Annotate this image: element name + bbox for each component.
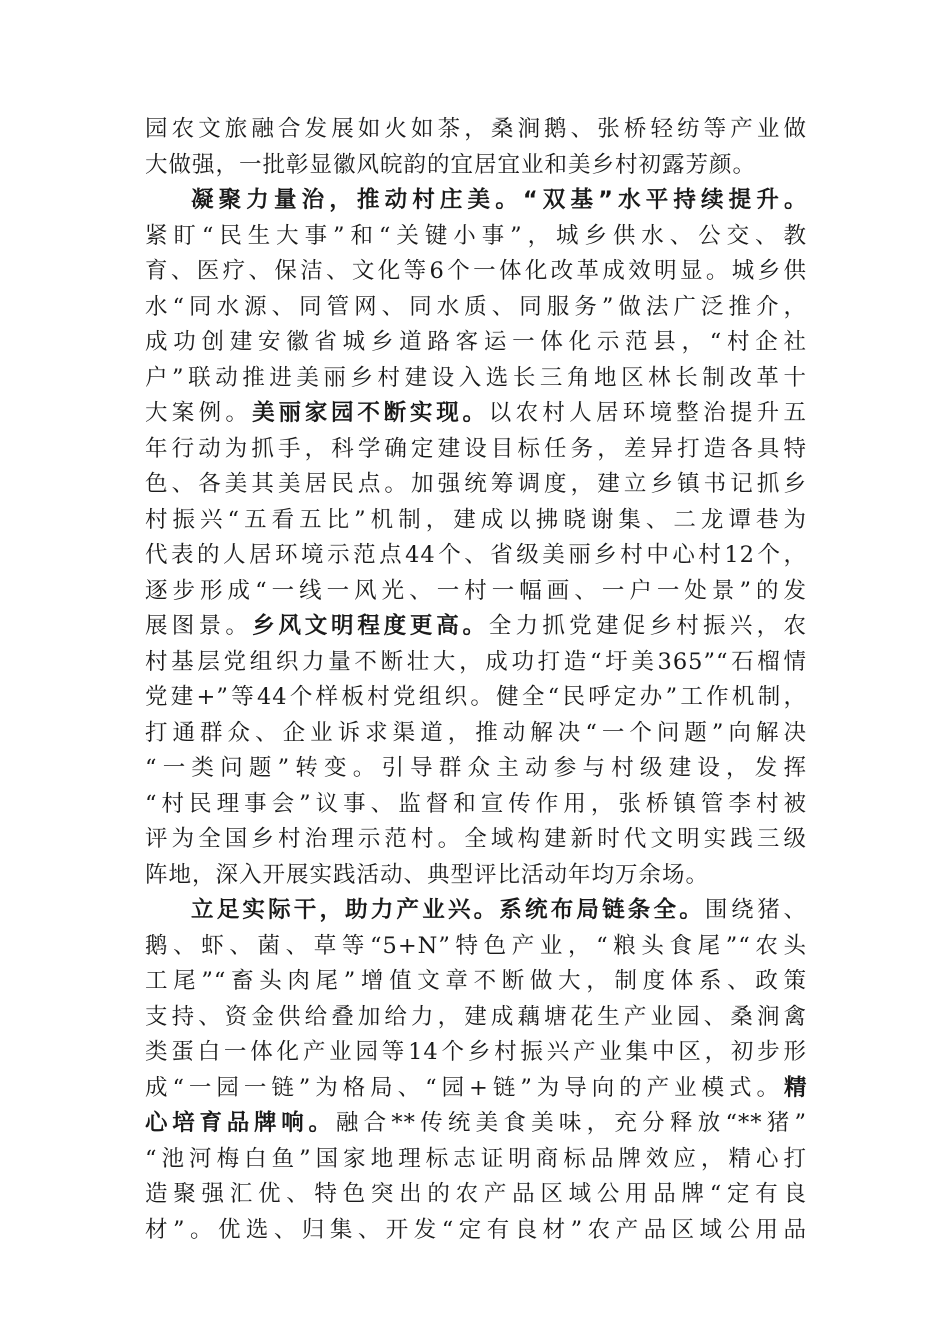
text-line: [145, 1177, 807, 1213]
line-text: 大案例。: [145, 400, 253, 426]
text-line: [145, 361, 807, 397]
document-page: [145, 112, 807, 1248]
line-text: 鹅、虾、菌、草等“5+N”特色产业，“粮头食尾”“农头: [145, 932, 807, 959]
line-text: 村基层党组织力量不断壮大，成功打造“圩美365”“石榴情: [145, 648, 807, 675]
line-text: 村振兴“五看五比”机制，建成以拂晓谢集、二龙谭巷为: [145, 506, 807, 533]
line-text: 紧盯“民生大事”和“关键小事”，城乡供水、公交、教: [145, 222, 807, 249]
text-line: [145, 574, 807, 610]
line-text: 水“同水源、同管网、同水质、同服务”做法广泛推介，: [145, 293, 807, 320]
text-line: [145, 716, 807, 752]
text-line: [145, 787, 807, 823]
text-line: [145, 858, 807, 894]
line-text: “村民理事会”议事、监督和宣传作用，张桥镇管李村被: [145, 790, 807, 817]
line-text: 阵地，深入开展实践活动、典型评比活动年均万余场。: [145, 861, 710, 888]
line-text: 成功创建安徽省城乡道路客运一体化示范县，“村企社: [145, 329, 807, 355]
line-text: 色、各美其美居民点。加强统筹调度，建立乡镇书记抓乡: [145, 471, 807, 497]
text-line: [145, 112, 807, 148]
text-line: [145, 1106, 807, 1142]
text-line: [145, 396, 807, 432]
text-line: [145, 822, 807, 858]
line-text: 成“一园一链”为格局、“园+链”为导向的产业模式。: [145, 1074, 784, 1101]
line-text: 打通群众、企业诉求渠道，推动解决“一个问题”向解决: [145, 719, 807, 746]
text-line: [145, 503, 807, 539]
text-line: [145, 1142, 807, 1178]
line-text: 支持、资金供给叠加给力，建成藕塘花生产业园、桑涧禽: [145, 1003, 807, 1030]
text-line: [145, 645, 807, 681]
line-text: 大做强，一批彰显徽风皖韵的宜居宜业和美乡村初露芳颜。: [145, 151, 757, 178]
text-line: [145, 1071, 807, 1107]
line-text: 类蛋白一体化产业园等14个乡村振兴产业集中区，初步形: [145, 1039, 807, 1065]
text-line: [145, 290, 807, 326]
text-line: [145, 254, 807, 290]
bold-heading: 美丽家园不断实现。: [252, 400, 489, 426]
text-line: [145, 1035, 807, 1071]
line-text: 全力抓党建促乡村振兴，农: [488, 613, 807, 639]
bold-heading: 凝聚力量治，推动村庄美。“双基”水平持续提升。: [191, 187, 807, 213]
text-line: [145, 325, 807, 361]
line-text: 评为全国乡村治理示范村。全域构建新时代文明实践三级: [145, 826, 807, 852]
line-text: 育、医疗、保洁、文化等6个一体化改革成效明显。城乡供: [145, 258, 807, 284]
line-text: 户”联动推进美丽乡村建设入选长三角地区林长制改革十: [145, 364, 807, 391]
text-line: [145, 148, 807, 184]
bold-heading: 精: [783, 1074, 807, 1101]
text-line: [145, 964, 807, 1000]
line-text: 园农文旅融合发展如火如茶，桑涧鹅、张桥轻纺等产业做: [145, 116, 807, 142]
line-text: “一类问题”转变。引导群众主动参与村级建设，发挥: [145, 755, 807, 781]
line-text: 融合**传统美食美味，充分释放“**猪”: [335, 1110, 807, 1136]
bold-heading: 立足实际干，助力产业兴。系统布局链条全。: [191, 897, 705, 923]
text-line: [145, 893, 807, 929]
text-line: [145, 467, 807, 503]
line-text: 代表的人居环境示范点44个、省级美丽乡村中心村12个，: [145, 542, 807, 568]
line-text: 工尾”“畜头肉尾”增值文章不断做大，制度体系、政策: [145, 968, 807, 994]
text-line: [145, 680, 807, 716]
text-line: [145, 432, 807, 468]
text-line: [145, 929, 807, 965]
text-line: [145, 219, 807, 255]
line-text: 展图景。: [145, 613, 253, 639]
text-line: [145, 183, 807, 219]
text-line: [145, 1000, 807, 1036]
line-text: 逐步形成“一线一风光、一村一幅画、一户一处景”的发: [145, 577, 807, 604]
line-text: “池河梅白鱼”国家地理标志证明商标品牌效应，精心打: [145, 1145, 807, 1172]
bold-heading: 心培育品牌响。: [145, 1110, 336, 1136]
line-text: 党建+”等44个样板村党组织。健全“民呼定办”工作机制，: [145, 684, 807, 710]
bold-heading: 乡风文明程度更高。: [252, 613, 489, 639]
text-line: [145, 1213, 807, 1249]
text-line: [145, 538, 807, 574]
line-text: 年行动为抓手，科学确定建设目标任务，差异打造各具特: [145, 435, 807, 462]
line-text: 造聚强汇优、特色突出的农产品区域公用品牌“定有良: [145, 1181, 807, 1207]
line-text: 材”。优选、归集、开发“定有良材”农产品区域公用品: [145, 1216, 807, 1243]
text-line: [145, 751, 807, 787]
line-text: 围绕猪、: [704, 897, 807, 923]
text-line: [145, 609, 807, 645]
line-text: 以农村人居环境整治提升五: [488, 400, 807, 426]
